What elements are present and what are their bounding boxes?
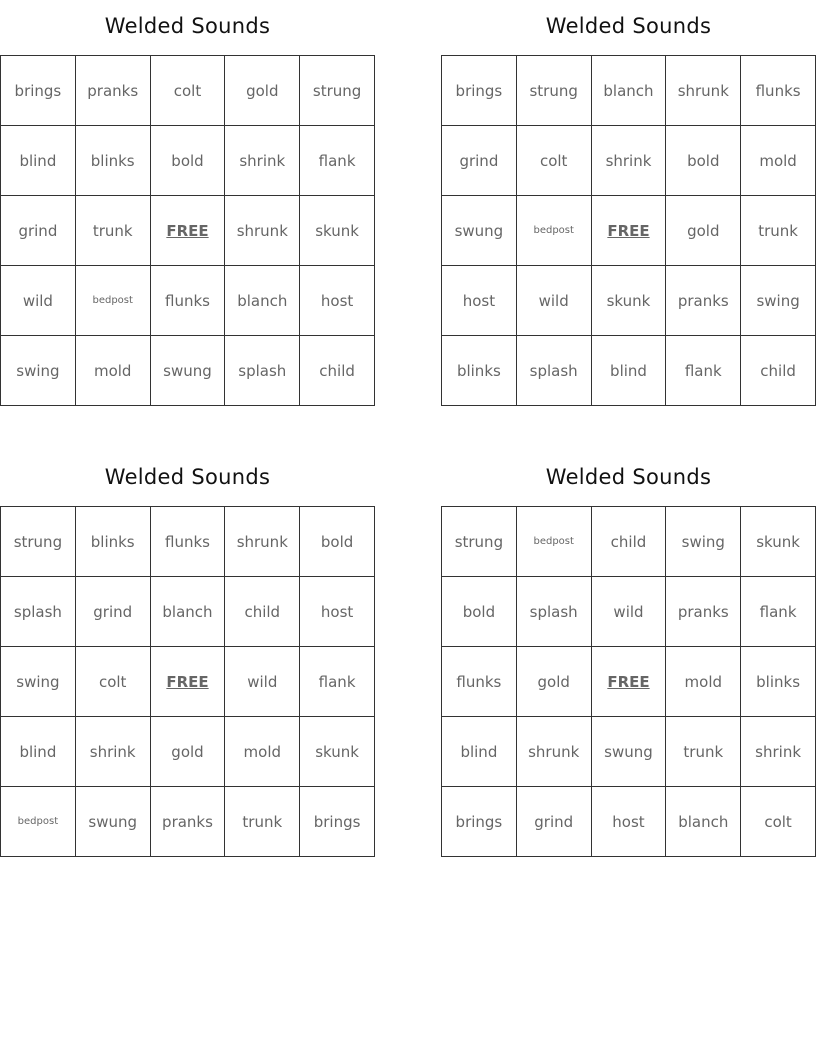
grid-row [1,647,375,717]
grid-cell: pranks [75,56,150,126]
grid-cell: splash [225,336,300,406]
grid-cell: flunks [150,507,225,577]
grid-cell: flunks [150,266,225,336]
grid-cell: blanch [591,56,666,126]
grid-cell: skunk [591,266,666,336]
grid-row [1,126,375,196]
grid-cell: bedpost [1,787,76,857]
grid-cell: pranks [666,266,741,336]
grid-cell: grind [1,196,76,266]
grid-cell: blinks [75,126,150,196]
grid-cell: host [300,577,375,647]
bingo-grid [0,55,375,406]
grid-cell: trunk [666,717,741,787]
grid-cell: blinks [442,336,517,406]
grid-cell: child [300,336,375,406]
grid-row [442,126,816,196]
grid-cell: gold [225,56,300,126]
bingo-grid [441,506,816,857]
grid-cell: brings [300,787,375,857]
grid-row [1,787,375,857]
grid-cell: child [591,507,666,577]
grid-cell: splash [516,577,591,647]
grid-cell: flank [300,126,375,196]
grid-row [442,336,816,406]
grid-row [442,787,816,857]
grid-cell: bold [150,126,225,196]
grid-cell: swing [1,647,76,717]
grid-cell: flunks [741,56,816,126]
grid-row [442,196,816,266]
grid-cell: flank [741,577,816,647]
grid-cell: wild [1,266,76,336]
grid-cell: wild [225,647,300,717]
grid-cell: swing [666,507,741,577]
grid-cell: shrink [75,717,150,787]
grid-row [1,717,375,787]
grid-cell: host [300,266,375,336]
grid-cell: shrunk [666,56,741,126]
grid-cell: swung [150,336,225,406]
grid-cell: bold [442,577,517,647]
grid-cell: shrunk [516,717,591,787]
grid-row [1,577,375,647]
grid-cell: bedpost [516,196,591,266]
grid-cell: swung [442,196,517,266]
grid-cell: grind [75,577,150,647]
grid-row [1,56,375,126]
grid-cell: child [225,577,300,647]
grid-cell: skunk [300,196,375,266]
grid-cell: blind [442,717,517,787]
grid-cell: strung [442,507,517,577]
grid-cell: strung [516,56,591,126]
grid-cell: flunks [442,647,517,717]
grid-cell: mold [741,126,816,196]
grid-cell: shrink [591,126,666,196]
grid-row [442,56,816,126]
grid-cell: strung [300,56,375,126]
grid-row [1,196,375,266]
grid-cell: blind [1,126,76,196]
grid-cell: shrink [225,126,300,196]
grid-cell: pranks [666,577,741,647]
grid-cell: splash [516,336,591,406]
card-title: Welded Sounds [545,465,712,489]
grid-cell: gold [516,647,591,717]
grid-cell: gold [150,717,225,787]
grid-row [1,266,375,336]
grid-cell: mold [225,717,300,787]
grid-row [442,266,816,336]
grid-cell: strung [1,507,76,577]
free-space-cell: FREE [150,647,225,717]
grid-cell: child [741,336,816,406]
grid-cell: brings [1,56,76,126]
free-space-cell: FREE [591,196,666,266]
grid-cell: shrunk [225,507,300,577]
grid-cell: bold [300,507,375,577]
grid-cell: gold [666,196,741,266]
grid-cell: swung [591,717,666,787]
grid-cell: colt [75,647,150,717]
bingo-grid [441,55,816,406]
grid-cell: blinks [741,647,816,717]
grid-cell: blanch [150,577,225,647]
grid-cell: flank [300,647,375,717]
grid-cell: flank [666,336,741,406]
grid-cell: splash [1,577,76,647]
grid-cell: trunk [741,196,816,266]
grid-row [1,336,375,406]
grid-cell: bedpost [75,266,150,336]
grid-cell: trunk [225,787,300,857]
grid-cell: blind [1,717,76,787]
grid-row [1,507,375,577]
grid-cell: grind [516,787,591,857]
grid-row [442,577,816,647]
grid-cell: shrink [741,717,816,787]
card-title: Welded Sounds [104,14,271,38]
grid-cell: wild [591,577,666,647]
grid-cell: skunk [300,717,375,787]
grid-cell: swing [741,266,816,336]
grid-cell: colt [741,787,816,857]
grid-cell: mold [75,336,150,406]
grid-cell: shrunk [225,196,300,266]
grid-row [442,717,816,787]
grid-cell: grind [442,126,517,196]
bingo-grid [0,506,375,857]
grid-cell: trunk [75,196,150,266]
grid-cell: wild [516,266,591,336]
free-space-cell: FREE [591,647,666,717]
grid-cell: colt [516,126,591,196]
grid-row [442,507,816,577]
grid-cell: colt [150,56,225,126]
grid-cell: blind [591,336,666,406]
grid-cell: blanch [225,266,300,336]
grid-cell: bedpost [516,507,591,577]
grid-cell: swing [1,336,76,406]
grid-cell: blinks [75,507,150,577]
grid-cell: brings [442,787,517,857]
grid-cell: host [591,787,666,857]
grid-cell: blanch [666,787,741,857]
grid-cell: brings [442,56,517,126]
grid-cell: mold [666,647,741,717]
grid-cell: skunk [741,507,816,577]
card-title: Welded Sounds [545,14,712,38]
grid-cell: bold [666,126,741,196]
free-space-cell: FREE [150,196,225,266]
grid-row [442,647,816,717]
grid-cell: pranks [150,787,225,857]
grid-cell: swung [75,787,150,857]
grid-cell: host [442,266,517,336]
card-title: Welded Sounds [104,465,271,489]
